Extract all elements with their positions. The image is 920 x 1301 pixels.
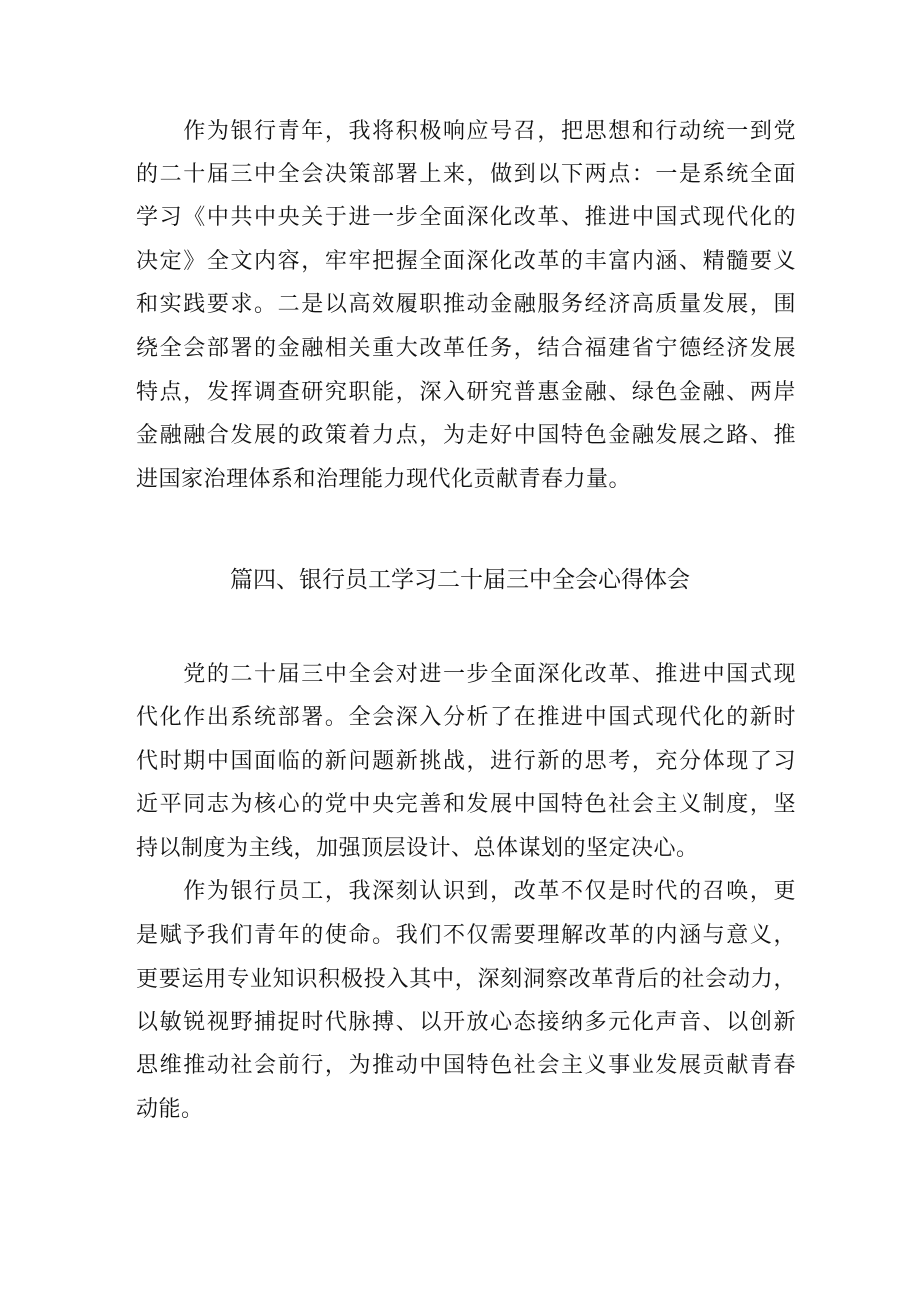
text-line: 进国家治理体系和治理能力现代化贡献青春力量。 xyxy=(136,467,632,492)
text-line: 是赋予我们青年的使命。我们不仅需要理解改革的内涵与意义， xyxy=(136,923,796,948)
text-line: 特点，发挥调查研究职能，深入研究普惠金融、绿色金融、两岸 xyxy=(136,380,796,405)
text-line: 学习《中共中央关于进一步全面深化改革、推进中国式现代化的 xyxy=(136,205,796,230)
text-line: 决定》全文内容，牢牢把握全面深化改革的丰富内涵、精髓要义 xyxy=(136,249,796,274)
text-line: 动能。 xyxy=(136,1097,204,1122)
text-line: 作为银行员工，我深刻认识到，改革不仅是时代的召唤，更 xyxy=(136,879,796,904)
section-heading: 篇四、银行员工学习二十届三中全会心得体会 xyxy=(230,567,690,593)
text-line: 以敏锐视野捕捉时代脉搏、以开放心态接纳多元化声音、以创新 xyxy=(136,1010,796,1035)
text-line: 金融融合发展的政策着力点，为走好中国特色金融发展之路、推 xyxy=(136,423,796,448)
text-line: 代化作出系统部署。全会深入分析了在推进中国式现代化的新时 xyxy=(136,705,796,730)
text-line: 的二十届三中全会决策部署上来，做到以下两点：一是系统全面 xyxy=(136,162,796,187)
text-line: 近平同志为核心的党中央完善和发展中国特色社会主义制度，坚 xyxy=(136,792,796,817)
text-line: 党的二十届三中全会对进一步全面深化改革、推进中国式现 xyxy=(136,662,796,687)
text-line: 和实践要求。二是以高效履职推动金融服务经济高质量发展，围 xyxy=(136,292,796,317)
text-line: 更要运用专业知识积极投入其中，深刻洞察改革背后的社会动力， xyxy=(136,967,796,992)
text-line: 思维推动社会前行，为推动中国特色社会主义事业发展贡献青春 xyxy=(136,1053,796,1078)
text-line: 绕全会部署的金融相关重大改革任务，结合福建省宁德经济发展 xyxy=(136,336,796,361)
text-line: 代时期中国面临的新问题新挑战，进行新的思考，充分体现了习 xyxy=(136,749,796,774)
text-line: 持以制度为主线，加强顶层设计、总体谋划的坚定决心。 xyxy=(136,836,699,861)
text-line: 作为银行青年，我将积极响应号召，把思想和行动统一到党 xyxy=(136,119,796,144)
